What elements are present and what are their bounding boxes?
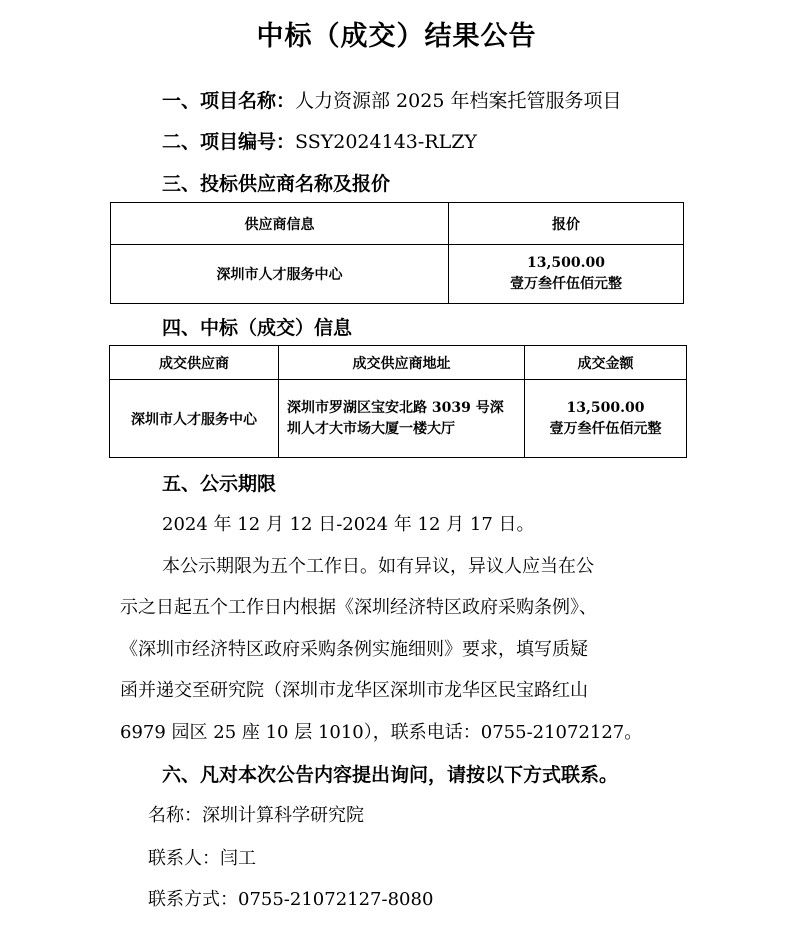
bid-table-price-cell — [449, 245, 684, 304]
section-project-number-label: 二、项目编号： — [162, 131, 296, 153]
bid-table-supplier-cell: 深圳市人才服务中心 — [111, 245, 449, 304]
page-title: 中标（成交）结果公告 — [256, 21, 537, 52]
award-table — [109, 345, 687, 458]
table-row — [111, 245, 684, 304]
bid-table-header-supplier: 供应商信息 — [111, 203, 449, 245]
section-project-name-value: 人力资源部 2025 年档案托管服务项目 — [295, 90, 622, 112]
bid-table-header-row — [111, 203, 684, 245]
contact-person: 联系人：闫工 — [148, 848, 256, 869]
contact-method: 联系方式：0755-21072127-8080 — [148, 889, 434, 910]
award-table-header-row — [110, 346, 687, 380]
section-project-name-label: 一、项目名称： — [162, 90, 296, 112]
award-table-address-line1: 深圳市罗湖区宝安北路 3039 号深 — [287, 399, 504, 416]
publicity-line-2: 示之日起五个工作日内根据《深圳经济特区政府采购条例》、 — [120, 597, 597, 618]
section-contact-heading: 六、凡对本次公告内容提出询问，请按以下方式联系。 — [162, 764, 619, 786]
bid-table-header-price: 报价 — [449, 203, 684, 245]
award-table-amount-words: 壹万叁仟伍佰元整 — [549, 420, 662, 437]
publicity-line-1: 本公示期限为五个工作日。如有异议，异议人应当在公 — [162, 556, 594, 577]
bid-table — [110, 202, 684, 304]
bid-table-price: 13,500.00 — [527, 255, 605, 271]
award-table-supplier-cell: 深圳市人才服务中心 — [110, 380, 279, 458]
section-project-number — [162, 127, 477, 154]
publicity-line-5: 6979 园区 25 座 10 层 1010），联系电话：0755-21072127。 — [120, 722, 643, 743]
bid-table-price-words: 壹万叁仟伍佰元整 — [510, 276, 622, 292]
award-table-header-address: 成交供应商地址 — [279, 346, 525, 380]
section-project-name — [162, 86, 621, 113]
award-table-header-amount: 成交金额 — [525, 346, 687, 380]
award-table-amount: 13,500.00 — [566, 399, 645, 416]
contact-name: 名称：深圳计算科学研究院 — [148, 805, 364, 826]
section-award-heading: 四、中标（成交）信息 — [162, 317, 353, 339]
section-bidders-heading: 三、投标供应商名称及报价 — [162, 173, 391, 195]
award-table-address-cell — [279, 380, 525, 458]
award-table-address-line2: 圳人才大市场大厦一楼大厅 — [287, 420, 455, 437]
award-table-amount-cell — [525, 380, 687, 458]
publicity-period: 2024 年 12 月 12 日-2024 年 12 月 17 日。 — [162, 514, 535, 535]
publicity-line-3: 《深圳市经济特区政府采购条例实施细则》要求，填写质疑 — [120, 639, 588, 660]
section-project-number-value: SSY2024143-RLZY — [295, 131, 477, 153]
publicity-line-4: 函并递交至研究院（深圳市龙华区深圳市龙华区民宝路红山 — [120, 680, 588, 701]
award-table-header-supplier: 成交供应商 — [110, 346, 279, 380]
section-publicity-heading: 五、公示期限 — [162, 473, 277, 495]
table-row — [110, 380, 687, 458]
